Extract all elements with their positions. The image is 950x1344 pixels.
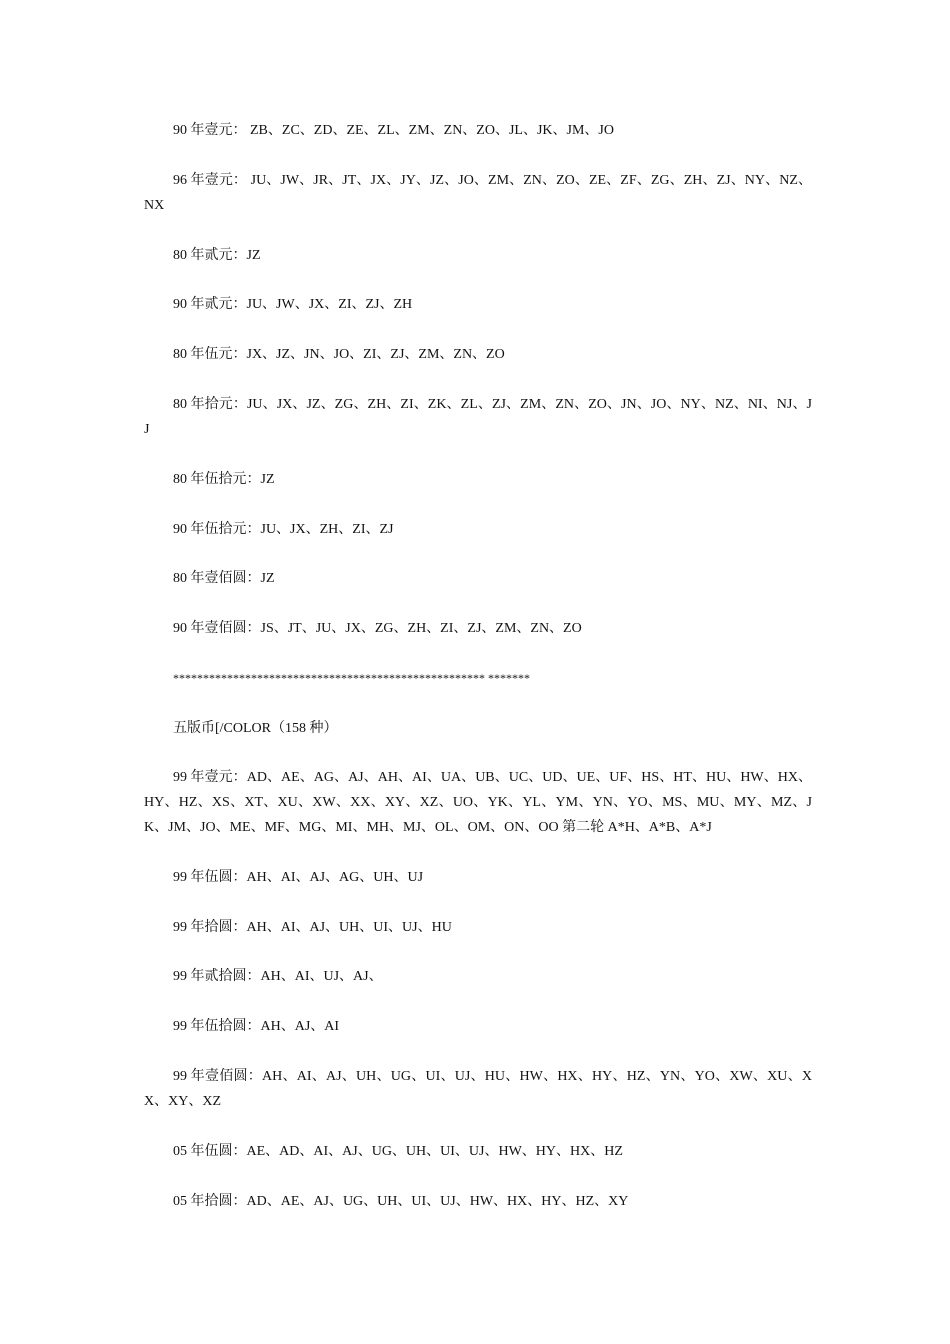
paragraph-1980-five-yuan: 80 年伍元：JX、JZ、JN、JO、ZI、ZJ、ZM、ZN、ZO: [173, 347, 505, 362]
paragraph-2005-ten-yuan: 05 年拾圆：AD、AE、AJ、UG、UH、UI、UJ、HW、HX、HY、HZ、XY: [173, 1194, 629, 1209]
paragraph-1999-one-yuan: 99 年壹元：AD、AE、AG、AJ、AH、AI、UA、UB、UC、UD、UE、UF、HS、HT、HU、HW、HX、HY、HZ、XS、XT、XU、XW、XX、XY、XZ、UO、YK、YL、YM、YN、YO、MS、MU、MY、MZ、JK、JM、JO、ME、MF、MG、MI、MH、MJ、OL、OM、ON、OO 第二轮 A*H、A*B、A*J: [144, 770, 812, 835]
paragraph-1980-two-yuan: 80 年贰元：JZ: [173, 248, 261, 263]
separator-line: **************************************************** *******: [173, 671, 530, 685]
paragraph-1999-twenty-yuan: 99 年贰拾圆：AH、AI、UJ、AJ、: [173, 969, 383, 984]
paragraph-1980-hundred-yuan: 80 年壹佰圆：JZ: [173, 571, 275, 586]
paragraph-1996-one-yuan: 96 年壹元： JU、JW、JR、JT、JX、JY、JZ、JO、ZM、ZN、ZO、ZE、ZF、ZG、ZH、ZJ、NY、NZ、NX: [144, 173, 812, 213]
section-heading-fifth-series: 五版币[/COLOR（158 种）: [173, 721, 338, 736]
paragraph-1990-one-yuan: 90 年壹元： ZB、ZC、ZD、ZE、ZL、ZM、ZN、ZO、JL、JK、JM、JO: [173, 123, 614, 138]
paragraph-1999-hundred-yuan: 99 年壹佰圆：AH、AI、AJ、UH、UG、UI、UJ、HU、HW、HX、HY、HZ、YN、YO、XW、XU、XX、XY、XZ: [144, 1069, 812, 1109]
paragraph-1990-two-yuan: 90 年贰元：JU、JW、JX、ZI、ZJ、ZH: [173, 297, 413, 312]
paragraph-1999-fifty-yuan: 99 年伍拾圆：AH、AJ、AI: [173, 1019, 340, 1034]
paragraph-1990-hundred-yuan: 90 年壹佰圆：JS、JT、JU、JX、ZG、ZH、ZI、ZJ、ZM、ZN、ZO: [173, 621, 582, 636]
paragraph-1980-ten-yuan: 80 年拾元：JU、JX、JZ、ZG、ZH、ZI、ZK、ZL、ZJ、ZM、ZN、ZO、JN、JO、NY、NZ、NI、NJ、JJ: [144, 397, 812, 437]
paragraph-2005-five-yuan: 05 年伍圆：AE、AD、AI、AJ、UG、UH、UI、UJ、HW、HY、HX、HZ: [173, 1144, 623, 1159]
paragraph-1990-fifty-yuan: 90 年伍拾元：JU、JX、ZH、ZI、ZJ: [173, 522, 394, 537]
paragraph-1999-five-yuan: 99 年伍圆：AH、AI、AJ、AG、UH、UJ: [173, 870, 424, 885]
paragraph-1980-fifty-yuan: 80 年伍拾元：JZ: [173, 472, 275, 487]
paragraph-1999-ten-yuan: 99 年拾圆：AH、AI、AJ、UH、UI、UJ、HU: [173, 920, 452, 935]
